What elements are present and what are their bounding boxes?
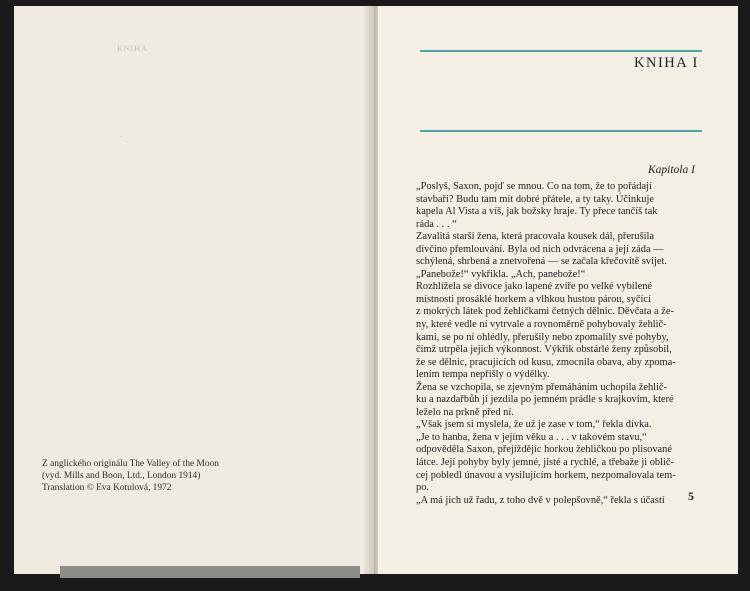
text-line: „Poslyš, Saxon, pojď se mnou. Co na tom, že to pořádají bbox=[416, 181, 652, 192]
book-title: KNIHA I bbox=[634, 55, 699, 71]
text-line: že se dělnic, pracujících od kusu, zmocnila obava, aby zpoma- bbox=[416, 356, 676, 368]
book-cover-edge bbox=[60, 566, 360, 578]
text-line: Zavalitá starší žena, která pracovala kousek dál, přerušila bbox=[416, 231, 655, 243]
text-line: po. bbox=[416, 482, 429, 494]
text-line: „Je to hanba, žena v jejím věku a . . . v takovém stavu,“ bbox=[416, 431, 647, 443]
text-line: kami, se po ní ohlédly, přerušily nebo zpomalily své pohyby, bbox=[416, 331, 669, 343]
right-page-content bbox=[378, 6, 738, 574]
text-line: schýlená, shrbená a znetvořená — se začala křečovitě svíjet. bbox=[416, 256, 667, 268]
text-line: ku a nazdařbůh jí jezdila po jemném prádle s krajkovím, které bbox=[416, 394, 674, 406]
text-line: dívčino přemlouvání. Byla od nich odvrácena a její záda — bbox=[416, 243, 664, 255]
title-rule-bottom bbox=[420, 130, 702, 132]
text-line: kapela Al Vista a víš, jak božsky hraje. Ty přece tančíš tak bbox=[416, 206, 658, 218]
text-line: Žena se vzchopila, se zjevným přemáháním uchopila žehlič- bbox=[416, 381, 668, 393]
text-line: čímž utrpěla jejich výkonnost. Výkřik obstárlé ženy způsobil, bbox=[416, 344, 672, 356]
text-line: odpověděla Saxon, přejíždějíc horkou žehličkou po plisované bbox=[416, 444, 672, 456]
smudge-mark: ⸱ bbox=[120, 132, 124, 143]
text-line: ráda . . . “ bbox=[416, 218, 457, 230]
text-line: látce. Její pohyby byly jemné, jisté a rychlé, a třebaže ji oblič- bbox=[416, 457, 674, 469]
book-gutter-left bbox=[364, 6, 374, 574]
text-line: lením tempa nepřišly o výdělky. bbox=[416, 369, 550, 381]
bleed-through-text: KNIHA bbox=[117, 44, 148, 53]
chapter-label: Kapitola I bbox=[648, 164, 695, 176]
text-line: „Však jsem si myslela, že už je zase v tom,“ řekla dívka. bbox=[416, 419, 652, 431]
text-line: ny, které vedle ní vytrvale a rovnoměrně pohybovaly žehlič- bbox=[416, 319, 667, 331]
text-line: „A má jich už řadu, z toho dvě v polepšovně,“ řekla s účastí bbox=[416, 494, 665, 506]
text-line: cej pobledl únavou a vysilujícím horkem, nezpomalovala tem- bbox=[416, 469, 676, 481]
imprint-line: (vyd. Mills and Boon, Ltd., London 1914) bbox=[42, 471, 201, 481]
copyright-imprint bbox=[42, 458, 342, 494]
imprint-line: Z anglického originálu The Valley of the Moon bbox=[42, 459, 219, 469]
text-line: stavbaři? Budu tam mít dobré přátele, a ty taky. Účinkuje bbox=[416, 193, 654, 205]
page-number: 5 bbox=[688, 489, 694, 503]
text-line: Rozhlížela se divoce jako lapené zvíře po velké vybílené bbox=[416, 281, 653, 293]
chapter-body bbox=[416, 181, 703, 507]
text-line: místnosti prosáklé horkem a vlhkou hustou párou, syčící bbox=[416, 293, 651, 305]
text-line: leželo na prkně před ní. bbox=[416, 406, 514, 418]
text-line: „Panebože!“ vykřikla. „Ach, panebože!“ bbox=[416, 268, 586, 280]
imprint-line: Translation © Eva Kotulová, 1972 bbox=[42, 483, 172, 493]
title-rule-top bbox=[420, 50, 702, 52]
text-line: z mokrých látek pod žehličkami četných dělnic. Děvčata a že- bbox=[416, 306, 674, 318]
